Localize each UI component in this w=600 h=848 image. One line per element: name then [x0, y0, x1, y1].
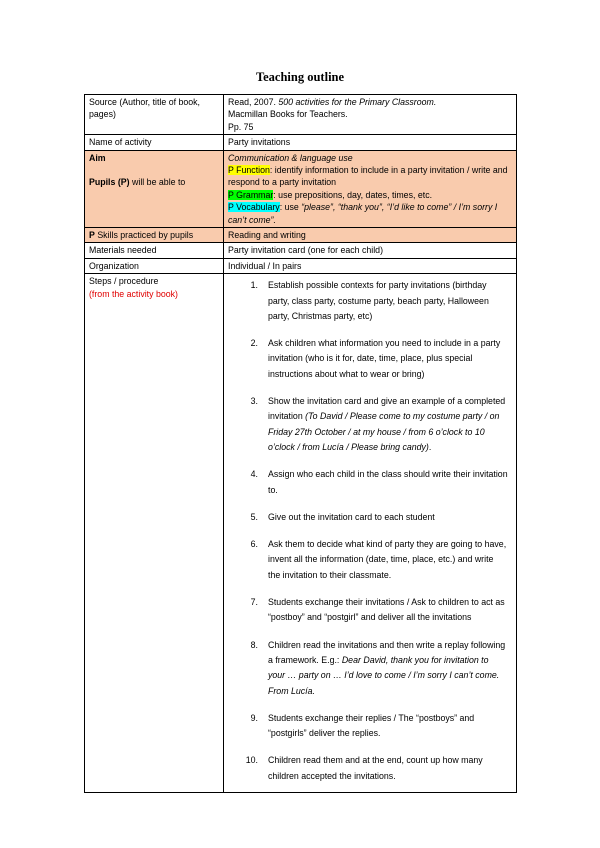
- step-text: Children read the invitations and then write a replay following a framework. E.g.:: [268, 639, 506, 665]
- aim-row: [85, 150, 517, 227]
- step-item: [228, 394, 512, 455]
- steps-row: [85, 274, 517, 793]
- step-item: [228, 753, 512, 784]
- step-number: 3.: [250, 396, 258, 407]
- function-text: : identify information to include in a party invitation / write and respond to a party invitation: [228, 165, 508, 188]
- step-example: Dear David, thank you for invitation to your … party on … I’d love to come / I’m sorry I can’t come. From Lucía.: [268, 654, 500, 696]
- step-item: [228, 336, 512, 382]
- step-number: 6.: [250, 539, 258, 550]
- function-tag: P Function: [228, 165, 270, 176]
- step-item: [228, 638, 512, 699]
- skills-row: [85, 228, 517, 243]
- document-title: Teaching outline: [255, 70, 345, 84]
- step-number: 9.: [250, 712, 258, 723]
- step-number: 1.: [250, 280, 258, 291]
- grammar-tag: P Grammar: [228, 189, 274, 200]
- skills-label-rest: Skills practiced by pupils: [94, 230, 194, 241]
- step-text: Students exchange their invitations / Ask to children to act as “postboy” and “postgirl” and deliver all the invitations: [268, 597, 505, 623]
- vocabulary-tag: P Vocabulary: [228, 202, 280, 213]
- step-item: [228, 278, 512, 324]
- organization-row: [85, 258, 517, 273]
- materials-value: Party invitation card (one for each child): [224, 243, 517, 258]
- source-row: [85, 95, 517, 135]
- aim-label: [85, 150, 224, 227]
- materials-label: Materials needed: [85, 243, 224, 258]
- materials-row: [85, 243, 517, 258]
- step-item: [228, 711, 512, 742]
- aim-communication-heading: Communication & language use: [228, 152, 353, 163]
- activity-row: [85, 135, 517, 150]
- step-number: 10.: [245, 755, 258, 766]
- steps-label-cell: [85, 274, 224, 793]
- step-text: Students exchange their replies / The “postboys” and “postgirls” deliver the replies.: [268, 712, 475, 739]
- organization-label: Organization: [85, 258, 224, 273]
- steps-label: Steps / procedure: [89, 276, 159, 287]
- grammar-text: : use prepositions, day, dates, times, etc.: [273, 189, 433, 200]
- skills-label: [85, 228, 224, 243]
- step-text: Ask children what information you need to include in a party invitation (who is it for, date, time, place, plus special instructions about what to wear or bring): [268, 338, 501, 379]
- skills-value: Reading and writing: [224, 228, 517, 243]
- step-number: 4.: [250, 469, 258, 480]
- activity-value: Party invitations: [224, 135, 517, 150]
- skills-p-label: P: [89, 230, 95, 241]
- step-item: [228, 537, 512, 583]
- vocabulary-text: : use: [279, 202, 302, 213]
- teaching-outline-table: [84, 94, 517, 793]
- steps-list: [228, 278, 512, 784]
- aim-heading: Aim: [89, 152, 106, 163]
- steps-sublabel: (from the activity book): [89, 288, 178, 299]
- step-item: [228, 595, 512, 626]
- activity-label: Name of activity: [85, 135, 224, 150]
- step-item: [228, 510, 512, 525]
- source-publisher: Macmillan Books for Teachers.: [228, 109, 348, 120]
- step-number: 8.: [250, 639, 258, 650]
- steps-value-cell: [224, 274, 517, 793]
- vocabulary-examples: “please”, “thank you”, “I’d like to come” / I’m sorry I can’t come”.: [228, 202, 498, 225]
- step-number: 7.: [250, 597, 258, 608]
- step-text: Establish possible contexts for party invitations (birthday party, class party, costume party, beach party, Halloween party, Christmas party, etc): [268, 280, 489, 321]
- step-text: Show the invitation card and give an example of a completed invitation: [268, 396, 506, 422]
- source-label: Source (Author, title of book, pages): [85, 95, 224, 135]
- step-text: Children read them and at the end, count up how many children accepted the invitations.: [268, 755, 483, 781]
- step-tail: .: [428, 441, 432, 452]
- step-item: [228, 467, 512, 498]
- step-example: (To David / Please come to my costume party / on Friday 27th October / at my house / from 6 o’clock to 10 o’clock / from Lucía / Please bring candy): [268, 411, 500, 452]
- pupils-p-label: Pupils (P): [89, 177, 130, 188]
- source-author: Read, 2007.: [228, 97, 279, 107]
- pupils-label-rest: will be able to: [129, 177, 186, 188]
- step-text: Assign who each child in the class should write their invitation to.: [268, 469, 508, 495]
- source-value: [224, 95, 517, 135]
- organization-value: Individual / In pairs: [224, 258, 517, 273]
- aim-value: [224, 150, 517, 227]
- source-pages: Pp. 75: [228, 121, 254, 132]
- step-text: Give out the invitation card to each student: [268, 511, 435, 522]
- step-number: 5.: [250, 511, 258, 522]
- source-book-title: 500 activities for the Primary Classroom.: [278, 97, 437, 107]
- step-text: Ask them to decide what kind of party they are going to have, invent all the information (date, time, place, etc.) and write the invitation to their classmate.: [268, 539, 507, 580]
- step-number: 2.: [250, 338, 258, 349]
